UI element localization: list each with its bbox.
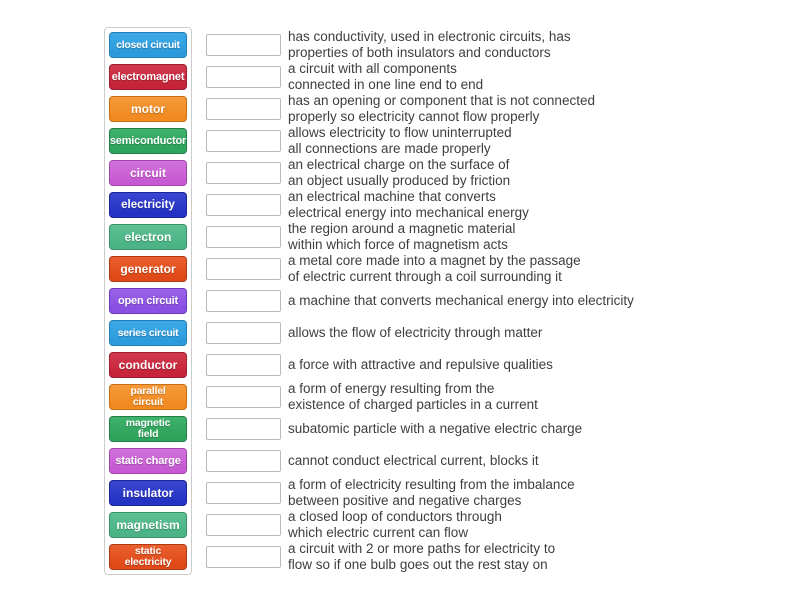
definition-text: has conductivity, used in electronic circuits, has properties of both insulators and conductors <box>288 29 571 60</box>
definition-text: subatomic particle with a negative electric charge <box>288 421 583 436</box>
answers-column <box>206 29 634 572</box>
term-label: conductor <box>118 358 178 372</box>
answer-dropzone[interactable] <box>206 66 281 88</box>
answer-dropzone[interactable] <box>206 34 281 56</box>
definition-text: a circuit with 2 or more paths for electricity to flow so if one bulb goes out the rest stay on <box>288 541 556 572</box>
match-row <box>206 61 634 92</box>
answer-dropzone[interactable] <box>206 162 281 184</box>
term-tile[interactable] <box>109 256 187 282</box>
term-label: parallel circuit <box>130 385 166 408</box>
answer-dropzone[interactable] <box>206 482 281 504</box>
match-row <box>206 416 634 442</box>
term-label: magnetism <box>116 518 180 532</box>
answer-dropzone[interactable] <box>206 546 281 568</box>
answer-dropzone[interactable] <box>206 258 281 280</box>
answer-dropzone[interactable] <box>206 418 281 440</box>
definition-text: allows the flow of electricity through matter <box>288 325 543 340</box>
term-tile[interactable] <box>109 160 187 186</box>
definition-text: a closed loop of conductors through which electric current can flow <box>288 509 502 540</box>
term-tile[interactable] <box>109 288 187 314</box>
match-row <box>206 29 634 60</box>
term-tile[interactable] <box>109 32 187 58</box>
definition-text: an electrical charge on the surface of an object usually produced by friction <box>288 157 511 188</box>
term-label: circuit <box>129 166 166 180</box>
match-row <box>206 477 634 508</box>
term-label: series circuit <box>117 327 179 339</box>
term-label: motor <box>131 102 165 116</box>
match-row <box>206 320 634 346</box>
definition-text: allows electricity to flow uninterrupted all connections are made properly <box>288 125 512 156</box>
term-tile[interactable] <box>109 224 187 250</box>
term-label: electromagnet <box>111 71 185 83</box>
match-row <box>206 352 634 378</box>
match-row <box>206 189 634 220</box>
definition-text: has an opening or component that is not connected properly so electricity cannot flow properly <box>288 93 595 124</box>
term-label: open circuit <box>118 295 178 307</box>
answer-dropzone[interactable] <box>206 98 281 120</box>
answer-dropzone[interactable] <box>206 194 281 216</box>
match-row <box>206 157 634 188</box>
term-label: static charge <box>115 455 181 467</box>
definition-text: a metal core made into a magnet by the passage of electric current through a coil surrounding it <box>288 253 581 284</box>
match-row <box>206 125 634 156</box>
term-label: electricity <box>121 199 175 211</box>
match-row <box>206 448 634 474</box>
definition-text: a force with attractive and repulsive qualities <box>288 357 553 372</box>
match-row <box>206 221 634 252</box>
term-tile[interactable] <box>109 544 187 570</box>
term-tile[interactable] <box>109 480 187 506</box>
match-row <box>206 509 634 540</box>
term-tile[interactable] <box>109 64 187 90</box>
definition-text: the region around a magnetic material within which force of magnetism acts <box>288 221 516 252</box>
match-row <box>206 288 634 314</box>
definition-text: a machine that converts mechanical energy into electricity <box>288 293 634 308</box>
answer-dropzone[interactable] <box>206 450 281 472</box>
definition-text: cannot conduct electrical current, blocks it <box>288 453 539 468</box>
terms-panel <box>104 27 192 575</box>
match-row <box>206 541 634 572</box>
definition-text: an electrical machine that converts electrical energy into mechanical energy <box>288 189 529 220</box>
definition-text: a circuit with all components connected in one line end to end <box>288 61 484 92</box>
definition-text: a form of energy resulting from the existence of charged particles in a current <box>288 381 538 412</box>
answer-dropzone[interactable] <box>206 226 281 248</box>
term-label: magnetic field <box>125 417 171 440</box>
term-label: closed circuit <box>116 39 180 51</box>
term-label: electron <box>124 230 172 244</box>
term-tile[interactable] <box>109 192 187 218</box>
term-tile[interactable] <box>109 320 187 346</box>
match-row <box>206 93 634 124</box>
term-tile[interactable] <box>109 128 187 154</box>
answer-dropzone[interactable] <box>206 514 281 536</box>
term-tile[interactable] <box>109 448 187 474</box>
term-tile[interactable] <box>109 416 187 442</box>
term-label: static electricity <box>124 545 172 568</box>
match-row <box>206 381 634 412</box>
term-tile[interactable] <box>109 352 187 378</box>
term-label: insulator <box>122 486 174 500</box>
match-row <box>206 253 634 284</box>
answer-dropzone[interactable] <box>206 130 281 152</box>
answer-dropzone[interactable] <box>206 386 281 408</box>
answer-dropzone[interactable] <box>206 354 281 376</box>
term-label: generator <box>120 262 176 276</box>
answer-dropzone[interactable] <box>206 290 281 312</box>
term-tile[interactable] <box>109 384 187 410</box>
term-label: semiconductor <box>109 135 187 147</box>
term-tile[interactable] <box>109 96 187 122</box>
answer-dropzone[interactable] <box>206 322 281 344</box>
definition-text: a form of electricity resulting from the imbalance between positive and negative charges <box>288 477 575 508</box>
term-tile[interactable] <box>109 512 187 538</box>
